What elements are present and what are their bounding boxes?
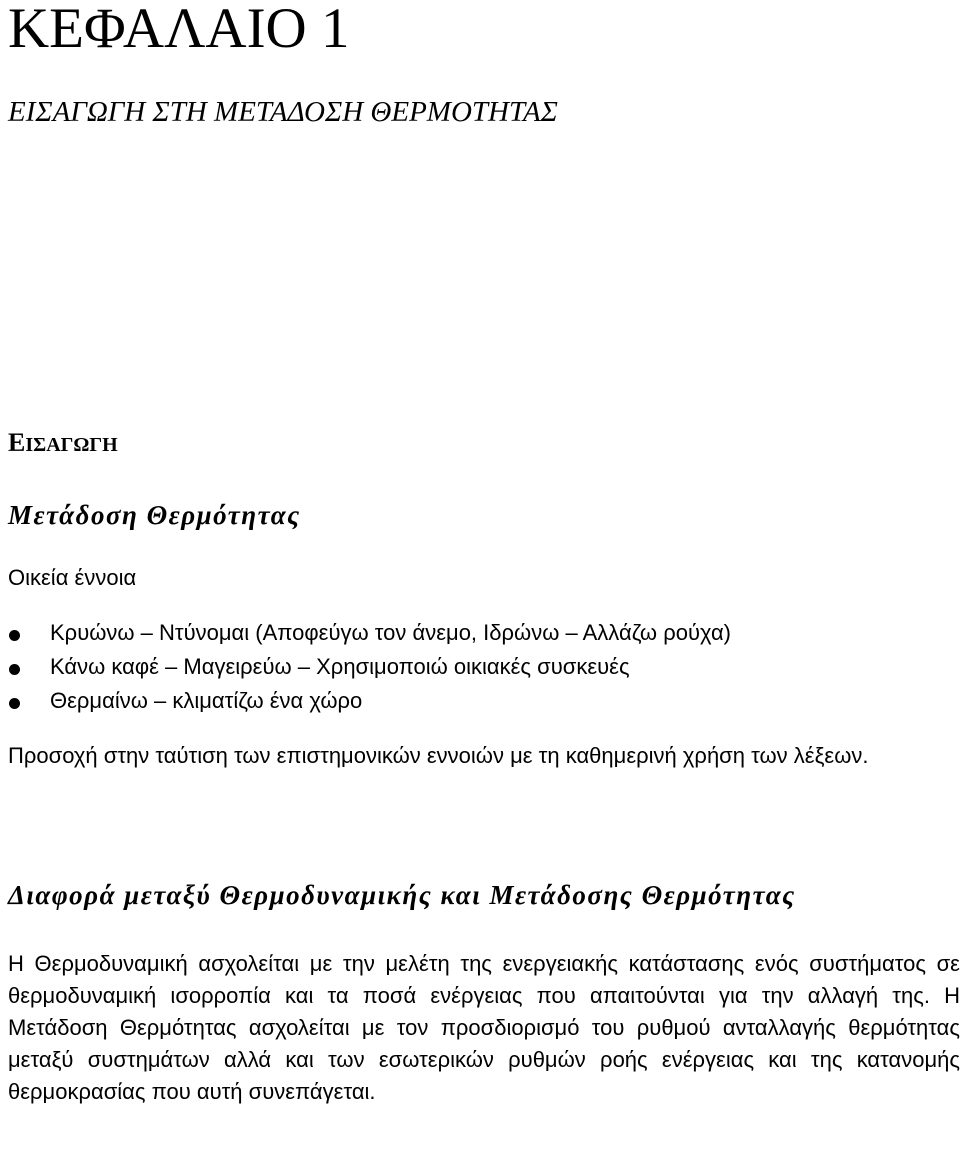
bullet-icon: [9, 664, 20, 675]
chapter-subtitle: ΕΙΣΑΓΩΓΗ ΣΤΗ ΜΕΤΑΔΟΣΗ ΘΕΡΜΟΤΗΤΑΣ: [8, 96, 558, 128]
bullet-list: [0, 620, 731, 722]
list-item-text: Κρυώνω – Ντύνομαι (Αποφεύγω τον άνεμο, Ιδρώνω – Αλλάζω ρούχα): [50, 620, 731, 645]
list-item-text: Κάνω καφέ – Μαγειρεύω – Χρησιμοποιώ οικιακές συσκευές: [50, 654, 630, 679]
section-heading-initial: Ε: [8, 428, 26, 457]
bullet-icon: [9, 630, 20, 641]
subsection-title-differences: Διαφορά μεταξύ Θερμοδυναμικής και Μετάδοσης Θερμότητας: [8, 880, 796, 910]
list-item: [0, 654, 731, 688]
body-paragraph: Η Θερμοδυναμική ασχολείται με την μελέτη της ενεργειακής κατάστασης ενός συστήματος σε θερμοδυναμική ισορροπία και τα ποσά ενέργειας που απαιτούνται για την αλλαγή της. Η Μετάδοση Θερμότητας ασχολείται με τον προσδιορισμό του ρυθμού ανταλλαγής θερμότητας μεταξύ συστημάτων αλλά και των εσωτερικών ρυθμών ροής ενέργειας και της κατανομής θερμοκρασίας που αυτή συνεπάγεται.: [8, 951, 960, 1104]
subsection-title-heat-transfer: Μετάδοση Θερμότητας: [8, 500, 301, 530]
chapter-title: ΚΕΦΑΛΑΙΟ 1: [8, 0, 350, 60]
bullet-icon: [9, 698, 20, 709]
list-item: [0, 620, 731, 654]
section-heading: [8, 428, 118, 458]
note-paragraph: Προσοχή στην ταύτιση των επιστημονικών εννοιών με τη καθημερινή χρήση των λέξεων.: [8, 743, 869, 768]
list-item: [0, 688, 731, 722]
list-item-text: Θερμαίνω – κλιματίζω ένα χώρο: [50, 688, 363, 713]
section-heading-rest: ΙΣΑΓΩΓΗ: [25, 434, 118, 456]
intro-label: Οικεία έννοια: [8, 565, 137, 590]
